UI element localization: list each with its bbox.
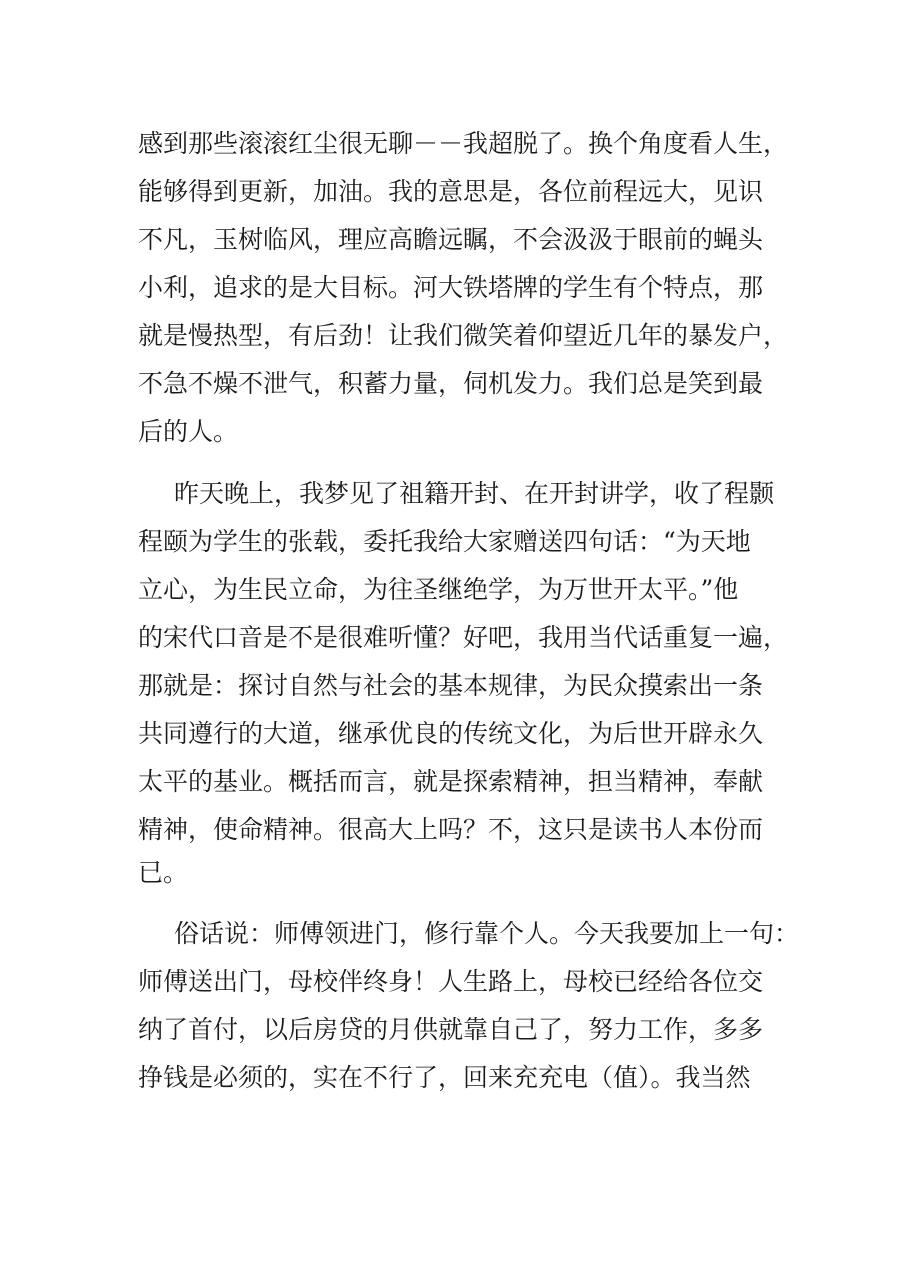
paragraph-3-line-1: 俗话说：师傅领进门，修行靠个人。今天我要加上一句：: [174, 919, 800, 948]
paragraph-2-line-7: 太平的基业。概括而言，就是探索精神，担当精神，奉献: [138, 767, 764, 796]
paragraph-2-line-2: 程颐为学生的张载，委托我给大家赠送四句话：“为天地: [138, 527, 751, 556]
paragraph-1-line-7: 后的人。: [138, 417, 239, 446]
paragraph-1-line-4: 小利，追求的是大目标。河大铁塔牌的学生有个特点，那: [138, 273, 764, 302]
paragraph-2-line-9: 已。: [138, 858, 189, 887]
paragraph-2-line-6: 共同遵行的大道，继承优良的传统文化，为后世开辟永久: [138, 719, 764, 748]
paragraph-1-line-6: 不急不燥不泄气，积蓄力量，伺机发力。我们总是笑到最: [138, 369, 764, 398]
paragraph-2-line-8: 精神，使命精神。很高大上吗？不，这只是读书人本份而: [138, 815, 764, 844]
paragraph-1-line-2: 能够得到更新，加油。我的意思是，各位前程远大，见识: [138, 177, 764, 206]
paragraph-2-line-5: 那就是：探讨自然与社会的基本规律，为民众摸索出一条: [138, 671, 764, 700]
paragraph-3-line-4: 挣钱是必须的，实在不行了，回来充充电（值）。我当然: [138, 1063, 751, 1092]
paragraph-1-line-5: 就是慢热型，有后劲！让我们微笑着仰望近几年的暴发户，: [138, 321, 789, 350]
paragraph-1-line-3: 不凡，玉树临风，理应高瞻远瞩，不会汲汲于眼前的蝇头: [138, 225, 764, 254]
paragraph-2-line-3: 立心，为生民立命，为往圣继绝学，为万世开太平。”他: [138, 575, 739, 604]
paragraph-2-line-1: 昨天晚上，我梦见了祖籍开封、在开封讲学，收了程颢: [174, 479, 775, 508]
paragraph-3-line-2: 师傅送出门，母校伴终身！人生路上，母校已经给各位交: [138, 967, 764, 996]
paragraph-3-line-3: 纳了首付，以后房贷的月供就靠自己了，努力工作，多多: [138, 1015, 764, 1044]
paragraph-2-line-4: 的宋代口音是不是很难听懂？好吧，我用当代话重复一遍，: [138, 623, 789, 652]
paragraph-1-line-1: 感到那些滚滚红尘很无聊－－我超脱了。换个角度看人生，: [138, 129, 789, 158]
